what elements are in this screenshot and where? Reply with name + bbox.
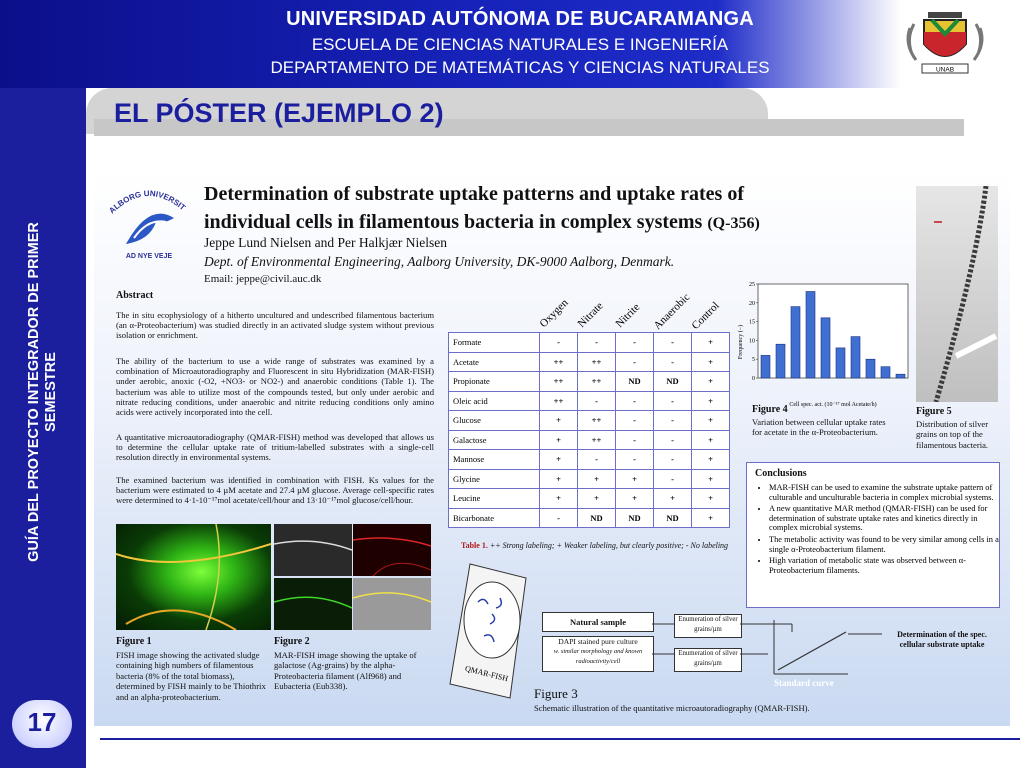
- figure3-qmar-label: QMAR-FISH: [464, 663, 510, 684]
- figure2-heading: Figure 2: [274, 636, 310, 647]
- table-caption-text: ++ Strong labeling; + Weaker labeling, but clearly positive; - No labeling: [489, 541, 729, 550]
- sidebar-title-line2: SEMESTRE: [43, 352, 59, 432]
- table-cell-value: +: [692, 430, 730, 450]
- footer-rule: [100, 738, 1020, 740]
- figure4-y-tick-label: 25: [749, 282, 755, 288]
- poster-title-code: (Q-356): [707, 215, 760, 232]
- table-cell-value: -: [654, 352, 692, 372]
- figure4-y-tick-label: 15: [749, 319, 755, 326]
- sidebar-title-line1: GUÍA DEL PROYECTO INTEGRADOR DE PRIMER: [26, 222, 42, 562]
- figure4-y-tick-label: 5: [752, 357, 755, 364]
- school-name: ESCUELA DE CIENCIAS NATURALES E INGENIERÍA: [311, 35, 729, 54]
- table-row: [449, 489, 730, 509]
- figure4-bar: [761, 355, 770, 378]
- table-row: [449, 411, 730, 431]
- table-row: [449, 508, 730, 528]
- table-cell-value: ++: [540, 352, 578, 372]
- figure4-y-tick-label: 20: [749, 300, 755, 307]
- poster-title-line2: [204, 208, 884, 238]
- substrate-table: [448, 332, 730, 528]
- poster-image: [94, 170, 1010, 726]
- table-cell-value: -: [654, 411, 692, 431]
- table-cell-value: +: [616, 489, 654, 509]
- table-cell-value: -: [654, 469, 692, 489]
- sidebar-vertical-title: [26, 182, 60, 602]
- abstract-paragraph-4: The examined bacterium was identified in combination with FISH. Ks values for the bacterium were estimated to 4 µM acetate and 27.4 µM glucose. Average cell-specific rates were determined to 4·1-10⁻¹⁷mol acetate/cell/hour and 13·10⁻¹⁷mol glucose/cell/hour.: [116, 475, 434, 506]
- table-cell-value: +: [692, 333, 730, 353]
- figure3-arrows: [652, 610, 892, 690]
- figure4-bar: [791, 307, 800, 378]
- figure5-heading: Figure 5: [916, 406, 952, 417]
- figure4-ylabel: Frequency (−): [738, 324, 744, 360]
- table-cell-value: ND: [578, 508, 616, 528]
- table-cell-value: -: [616, 352, 654, 372]
- table-cell-value: -: [616, 430, 654, 450]
- figure2-image-c: [274, 578, 352, 630]
- table-cell-value: +: [692, 352, 730, 372]
- conclusions-box: [746, 462, 1000, 608]
- table-row-substrate: Acetate: [449, 352, 540, 372]
- department-name: DEPARTAMENTO DE MATEMÁTICAS Y CIENCIAS NATURALES: [270, 58, 770, 77]
- table-row: [449, 333, 730, 353]
- figure4-bar: [806, 292, 815, 379]
- table-cell-value: +: [540, 489, 578, 509]
- table-cell-value: -: [616, 391, 654, 411]
- table-row-substrate: Leucine: [449, 489, 540, 509]
- table-caption-label: Table 1.: [461, 541, 488, 550]
- table-cell-value: -: [654, 450, 692, 470]
- table-cell-value: +: [692, 508, 730, 528]
- abstract-heading: Abstract: [116, 290, 154, 301]
- poster-department: Dept. of Environmental Engineering, Aalborg University, DK-9000 Aalborg, Denmark.: [204, 254, 675, 269]
- table-cell-value: -: [578, 333, 616, 353]
- figure2-image-d: [353, 578, 431, 630]
- figure4-heading: Figure 4: [752, 404, 788, 415]
- figure4-y-tick-label: 0: [752, 376, 755, 382]
- conclusion-item: • MAR-FISH can be used to examine the substrate uptake pattern of culturable and unculturable bacteria in complex microbial systems.: [769, 483, 999, 502]
- table-row-substrate: Bicarbonate: [449, 508, 540, 528]
- table-row-substrate: Galactose: [449, 430, 540, 450]
- table-cell-value: ++: [578, 430, 616, 450]
- figure2-image-b: [353, 524, 431, 576]
- table-row-substrate: Formate: [449, 333, 540, 353]
- figure5-microscope-image: [916, 186, 998, 402]
- figure4-chart: [736, 280, 912, 410]
- abstract-paragraph-1: The in situ ecophysiology of a hitherto uncultured and undescribed filamentous bacterium (an α-Proteobacterium) was studied directly in an activated sludge system without previous isolation or enrichment.: [116, 310, 434, 341]
- table-row: [449, 391, 730, 411]
- poster-title-line2-text: individual cells in filamentous bacteria in complex systems: [204, 211, 703, 233]
- table-row-substrate: Oleic acid: [449, 391, 540, 411]
- figure4-bar: [866, 359, 875, 378]
- table-cell-value: +: [540, 411, 578, 431]
- figure3-dapi-box: [542, 636, 654, 672]
- poster-title-line1: Determination of substrate uptake patterns and uptake rates of: [204, 183, 744, 205]
- figure1-heading: Figure 1: [116, 636, 152, 647]
- university-logo: [902, 4, 988, 78]
- table-row: [449, 450, 730, 470]
- table-cell-value: -: [540, 333, 578, 353]
- aalborg-logo-bottom-text: AD NYE VEJE: [125, 253, 173, 260]
- table-cell-value: +: [692, 372, 730, 392]
- figure4-bar: [836, 348, 845, 378]
- table-row: [449, 430, 730, 450]
- figure4-bar: [851, 337, 860, 378]
- table-cell-value: -: [654, 430, 692, 450]
- table-row-substrate: Propionate: [449, 372, 540, 392]
- figure3-enumeration-2: Enumeration of silver grains/µm: [674, 648, 742, 672]
- figure3-heading: Figure 3: [534, 686, 578, 701]
- table-cell-value: ND: [616, 372, 654, 392]
- aalborg-logo: [104, 184, 194, 264]
- table-row-substrate: Glycine: [449, 469, 540, 489]
- table-cell-value: +: [578, 489, 616, 509]
- slide-title: EL PÓSTER (EJEMPLO 2): [114, 98, 444, 128]
- figure2-caption: MAR-FISH image showing the uptake of galactose (Ag-grains) by the alpha-Proteobacteria filament (Alf968) and Eubacteria (Eub338).: [274, 650, 417, 692]
- table-row: [449, 469, 730, 489]
- figure4-xlabel: Cell spec. act. (10⁻¹⁷ mol Acetate/h): [789, 402, 877, 408]
- page-number: 17: [27, 707, 57, 737]
- figure3-dapi-sublabel: w. similar morphology and known radioactivity/cell: [553, 648, 643, 665]
- table-cell-value: +: [654, 489, 692, 509]
- table-cell-value: ++: [578, 352, 616, 372]
- table-cell-value: +: [540, 430, 578, 450]
- table-row: [449, 352, 730, 372]
- table-col-oxygen: Oxygen: [537, 296, 571, 330]
- abstract-paragraph-2: The ability of the bacterium to use a wide range of substrates was examined by a combination of Microautoradiography and Fluorescent in situ Hybridization (MAR-FISH) under aerobic, anoxic (-O2, +NO3- or NO2-) and anaerobic conditions (Table 1). The bacterium was able to utilize most of the compounds tested, but only under aerobic and nitrate reducing conditions, under anaerobic and nitrite reducing conditions only amino acids were actively incorporated into the cell.: [116, 356, 434, 418]
- figure3-enumeration-1: Enumeration of silver grains/µm: [674, 614, 742, 638]
- table-cell-value: ++: [540, 372, 578, 392]
- table-col-anaerobic: Anaerobic: [651, 291, 693, 332]
- conclusion-item: • High variation of metabolic state was observed between α-Proteobacterium filaments.: [769, 556, 999, 575]
- logo-label: UNAB: [935, 66, 955, 74]
- aalborg-logo-top-text: ALBORG UNIVERSIT: [107, 188, 188, 216]
- figure2-image-a: [274, 524, 352, 576]
- figure4-caption: Variation between cellular uptake rates for acetate in the α-Proteobacterium.: [752, 417, 886, 438]
- table-caption: [461, 541, 728, 550]
- svg-text:AALBORG UNIVERSITET: [104, 184, 187, 215]
- abstract-paragraph-3: A quantitative microautoradiography (QMAR-FISH) method was developed that allows us to determine the cellular uptake rate of tritium-labelled substrates with a single-cell resolution directly in environmental systems.: [116, 432, 434, 463]
- table-cell-value: +: [692, 411, 730, 431]
- figure3-dapi-label: DAPI stained pure culture: [558, 637, 638, 646]
- table-cell-value: ++: [578, 372, 616, 392]
- table-row-substrate: Mannose: [449, 450, 540, 470]
- table-cell-value: ++: [578, 411, 616, 431]
- table-cell-value: +: [692, 450, 730, 470]
- figure4-bar: [821, 318, 830, 378]
- figure1-fish-image: [116, 524, 271, 630]
- conclusions-heading: Conclusions: [755, 468, 807, 479]
- table-cell-value: ++: [540, 391, 578, 411]
- table-cell-value: ND: [654, 372, 692, 392]
- table-cell-value: -: [578, 450, 616, 470]
- table-cell-value: -: [654, 333, 692, 353]
- table-cell-value: -: [578, 391, 616, 411]
- poster-authors: Jeppe Lund Nielsen and Per Halkjær Nielsen: [204, 235, 447, 250]
- conclusion-item: • The metabolic activity was found to be very similar among cells in a single α-Proteobacterium filament.: [769, 535, 999, 554]
- table-cell-value: +: [540, 469, 578, 489]
- table-cell-value: +: [578, 469, 616, 489]
- table-cell-value: +: [616, 469, 654, 489]
- figure5-caption: Distribution of silver grains on top of the filamentous bacteria.: [916, 419, 989, 450]
- table-cell-value: +: [692, 469, 730, 489]
- university-name: UNIVERSIDAD AUTÓNOMA DE BUCARAMANGA: [286, 8, 754, 30]
- conclusions-list: [747, 483, 999, 575]
- table-cell-value: -: [540, 508, 578, 528]
- table-cell-value: -: [616, 450, 654, 470]
- table-cell-value: -: [654, 391, 692, 411]
- table-cell-value: -: [616, 333, 654, 353]
- figure3-natural-sample: Natural sample: [542, 612, 654, 632]
- figure4-bar: [896, 374, 905, 378]
- table-col-nitrite: Nitrite: [613, 301, 643, 330]
- table-cell-value: +: [692, 489, 730, 509]
- figure4-bar: [776, 344, 785, 378]
- figure3-determination: Determination of the spec. cellular substrate uptake: [897, 630, 987, 649]
- poster-email: Email: jeppe@civil.auc.dk: [204, 273, 322, 285]
- table-row-substrate: Glucose: [449, 411, 540, 431]
- table-cell-value: +: [540, 450, 578, 470]
- table-cell-value: ND: [616, 508, 654, 528]
- table-col-control: Control: [689, 299, 722, 332]
- figure4-bar: [881, 367, 890, 378]
- table-col-nitrate: Nitrate: [575, 299, 606, 330]
- table-row: [449, 372, 730, 392]
- figure1-caption: FISH image showing the activated sludge containing high numbers of filamentous bacteria (8% of the total biomass), determined by FISH mainly to be Thiothrix and an alpha-proteobacterium.: [116, 650, 266, 702]
- table-cell-value: ND: [654, 508, 692, 528]
- poster-title: [204, 180, 884, 238]
- figure3-caption: Schematic illustration of the quantitative microautoradiography (QMAR-FISH).: [534, 703, 810, 713]
- table-cell-value: +: [692, 391, 730, 411]
- figure4-y-tick-label: 10: [749, 338, 755, 345]
- figure3-standard-curve: Standard curve: [774, 678, 834, 688]
- table-cell-value: -: [616, 411, 654, 431]
- conclusion-item: • A new quantitative MAR method (QMAR-FISH) can be used for determination of substrate uptake rates and kinetics directly in complex microbial systems.: [769, 504, 999, 533]
- figure3-sample-drawing: [440, 558, 540, 708]
